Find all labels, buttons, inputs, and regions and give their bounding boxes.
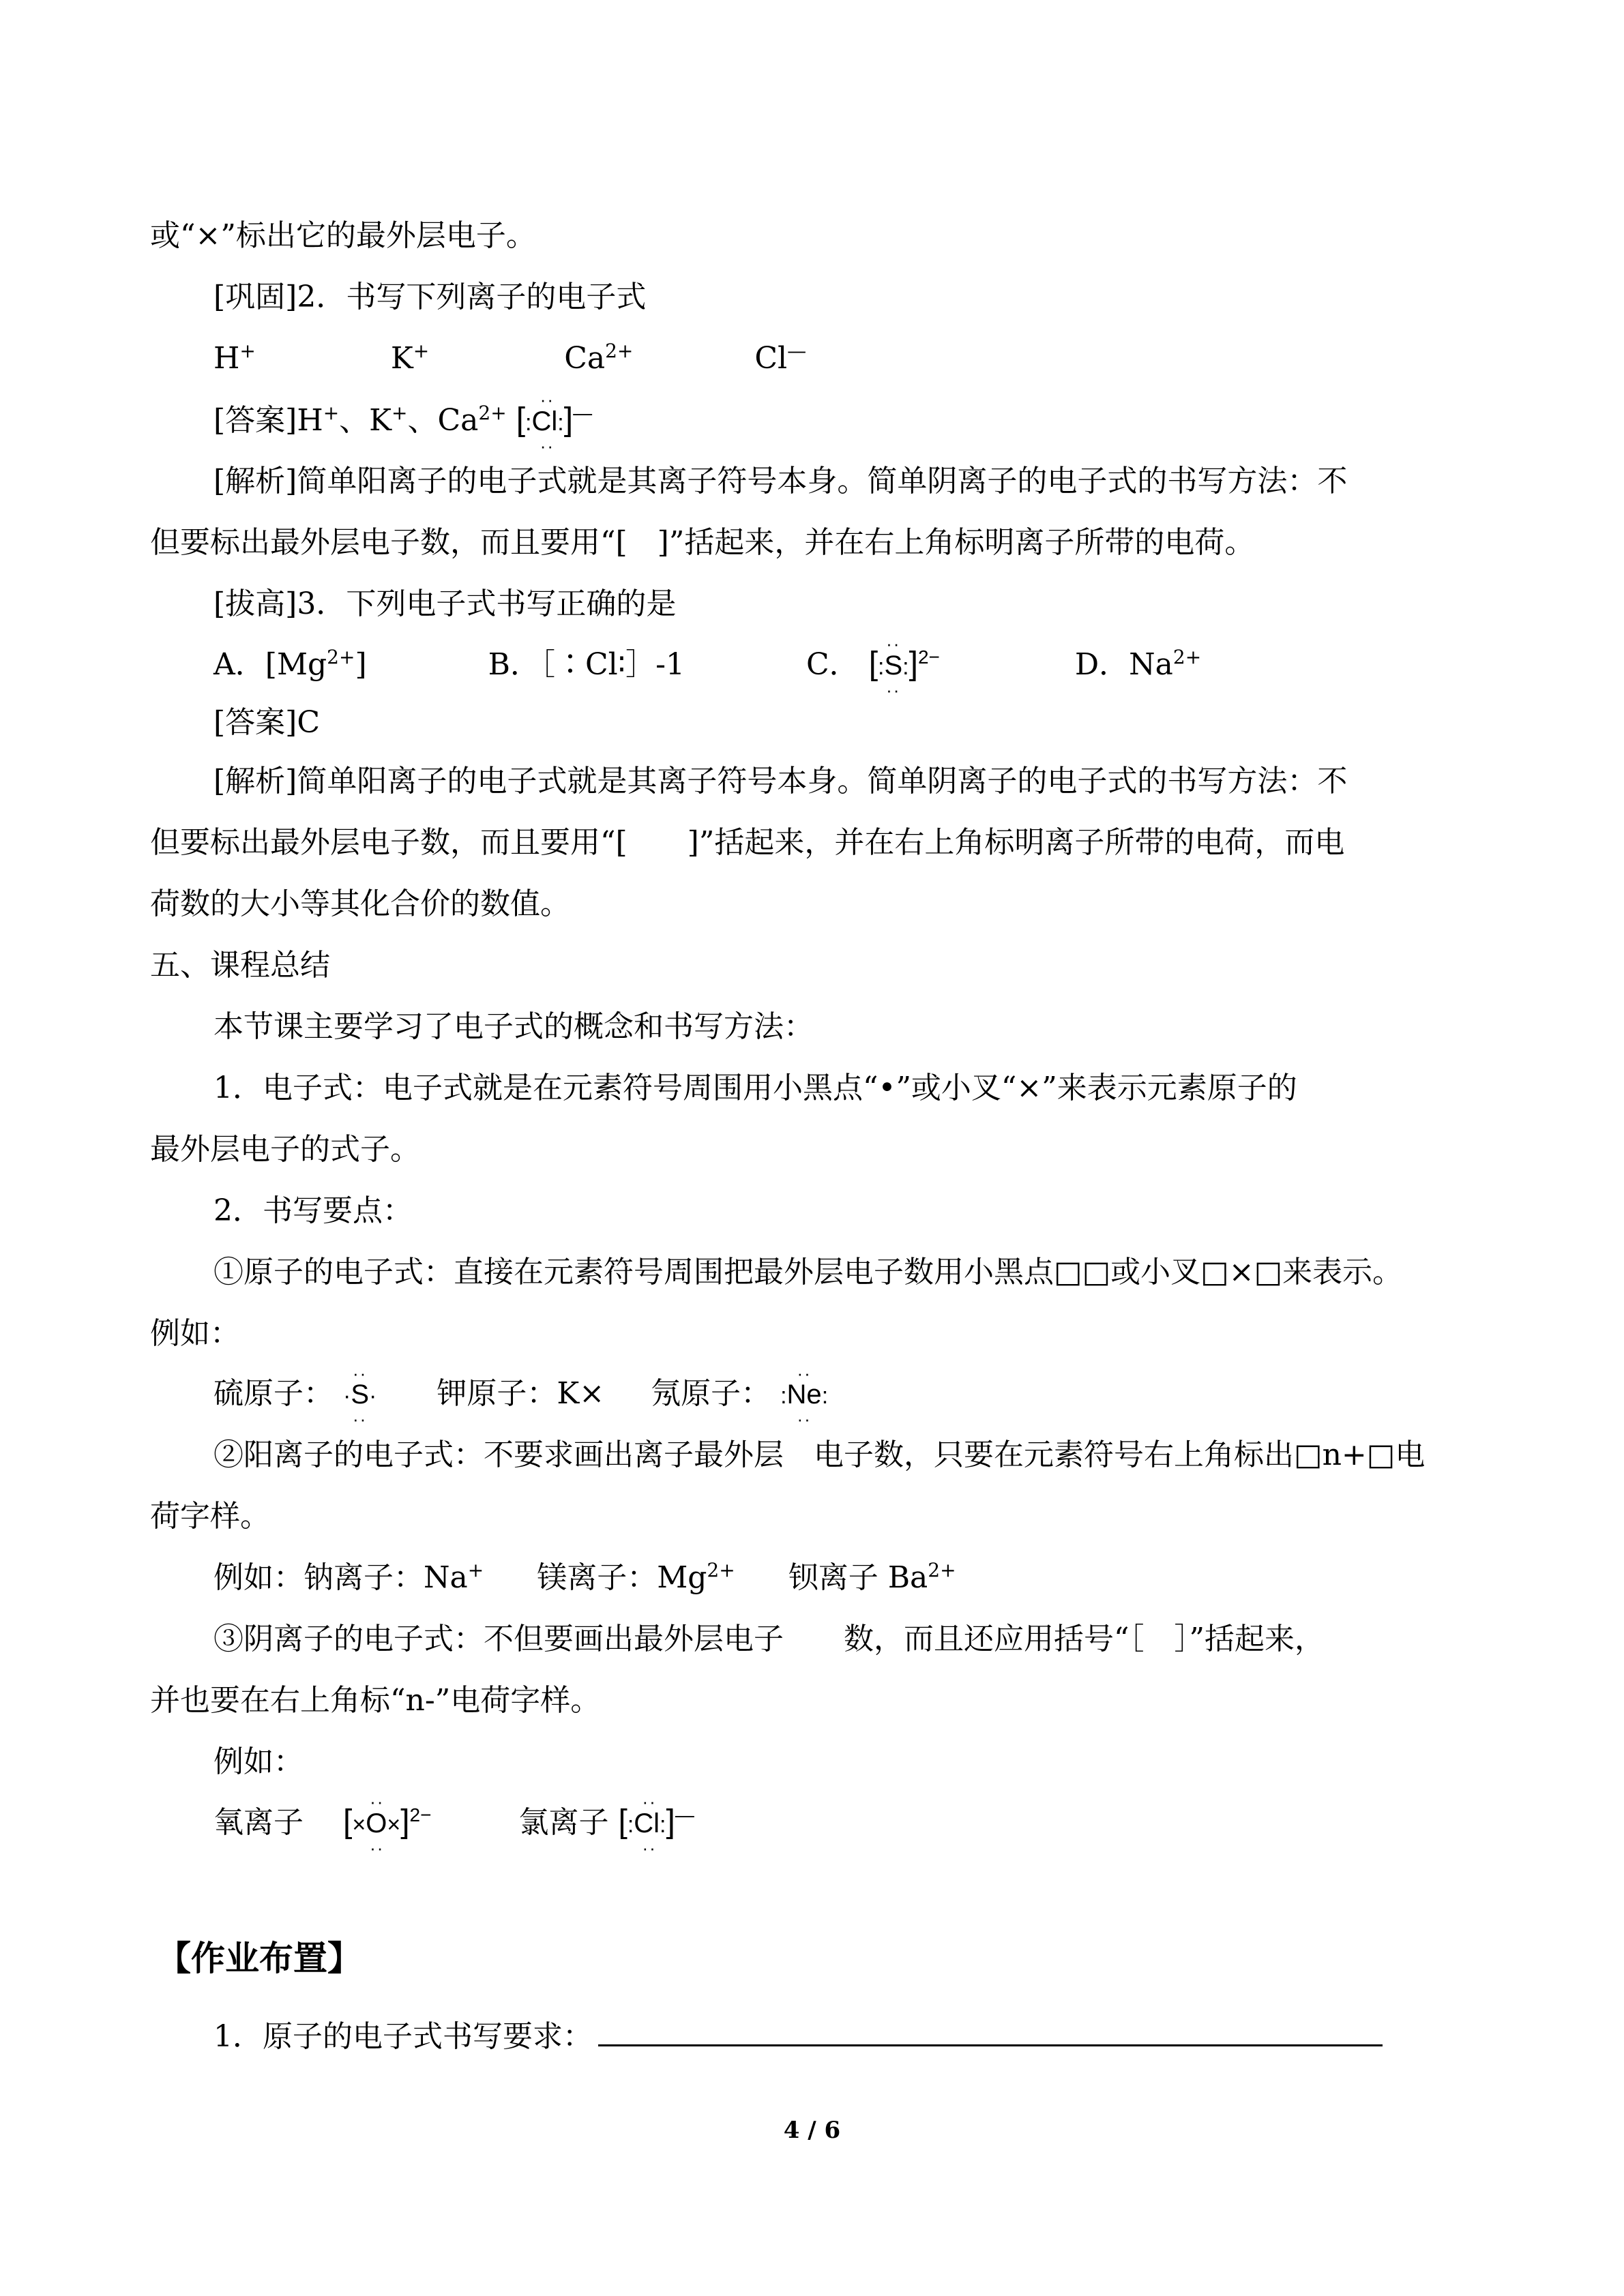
anion-formula-rule-a: ③阴离子的电子式：不但要画出最外层电子 数，而且还应用括号“［ ］”括起来，: [213, 1622, 1325, 1656]
cation-formula-rule-a: ②阳离子的电子式：不要求画出离子最外层 电子数，只要在元素符号右上角标出□n+□电: [213, 1437, 1426, 1472]
summary-point-2: 2．书写要点：: [213, 1193, 413, 1228]
extension-question: [拔高]3．下列电子式书写正确的是: [213, 586, 677, 621]
homework-heading: 【作业布置】: [157, 1939, 361, 1978]
chloride-example-formula: [:Cl:]— ·· ··: [618, 1791, 694, 1858]
text-line: 或“×”标出它的最外层电子。: [150, 218, 536, 253]
sulfur-atom-formula: ·S· ·· ··: [343, 1363, 377, 1429]
ion-cl: Cl—: [754, 340, 807, 376]
analysis-2a: [解析]简单阳离子的电子式就是其离子符号本身。简单阴离子的电子式的书写方法：不: [213, 764, 1348, 799]
option-b: B．［∶Cl∶］-1: [488, 647, 685, 682]
page-number: 4 / 6: [783, 2117, 841, 2144]
atom-formula-rule-a: ①原子的电子式：直接在元素符号周围把最外层电子数用小黑点□□或小叉□×□来表示。: [213, 1255, 1403, 1289]
analysis-2b: 但要标出最外层电子数，而且要用“[ ]”括起来，并在右上角标明离子所带的电荷，而电: [150, 825, 1345, 860]
answer-line-1: [答案]H+、K+、$Ca^{2+}$ [:Cl:]— ·· ··: [213, 389, 593, 456]
summary-point-1a: 1．电子式：电子式就是在元素符号周围用小黑点“•”或小叉“×”来表示元素原子的: [213, 1071, 1297, 1105]
section-summary-heading: 五、课程总结: [150, 948, 330, 983]
option-a: A．$[Mg^{2+}]$: [213, 646, 367, 682]
ion-k: K+: [390, 340, 430, 376]
atom-formula-rule-b: 例如：: [150, 1316, 240, 1351]
cation-examples: 例如：钠离子：Na+ 镁离子：$Mg^{2+}$ 钡离子 $Ba^{2+}$: [213, 1559, 956, 1595]
atom-examples: 硫原子： ·S· ·· ·· 钾原子：K× 氖原子： :Ne: ·· ··: [213, 1363, 829, 1429]
summary-intro: 本节课主要学习了电子式的概念和书写方法：: [213, 1009, 814, 1044]
summary-point-1b: 最外层电子的式子。: [150, 1132, 420, 1167]
sulfide-electron-formula: [:S:]$^{2-}$ ·· ··: [868, 633, 940, 700]
ion-h: H+: [213, 340, 256, 376]
answer-line-2: [答案]C: [213, 705, 320, 740]
anion-examples: 氧离子 $[\times O\times]^{2-}$ ·· ·· 氯离子 [:Cl:]— ·· ··: [213, 1791, 694, 1858]
analysis-1a: [解析]简单阳离子的电子式就是其离子符号本身。简单阴离子的电子式的书写方法：不: [213, 464, 1348, 498]
ion-ca: $Ca^{2+}$: [564, 340, 634, 376]
option-c: C． [:S:]$^{2-}$ ·· ··: [806, 633, 940, 700]
options-line: [213, 633, 1202, 700]
neon-atom-formula: :Ne: ·· ··: [780, 1363, 829, 1429]
consolidation-question: [巩固]2．书写下列离子的电子式: [213, 280, 647, 314]
ion-list: [213, 338, 806, 379]
cation-formula-rule-b: 荷字样。: [150, 1499, 270, 1534]
anion-formula-rule-b: 并也要在右上角标“n-”电荷字样。: [150, 1683, 601, 1718]
answer-blank-line[interactable]: [598, 2014, 1383, 2046]
analysis-2c: 荷数的大小等其化合价的数值。: [150, 886, 570, 921]
option-d: D．$Na^{2+}$: [1074, 646, 1202, 682]
anion-examples-label: 例如：: [213, 1744, 304, 1779]
analysis-1b: 但要标出最外层电子数，而且要用“[ ]”括起来，并在右上角标明离子所带的电荷。: [150, 525, 1255, 560]
oxide-electron-formula: $[\times O\times]^{2-}$ ·· ··: [343, 1791, 432, 1858]
homework-question-1: 1．原子的电子式书写要求：: [213, 2014, 1383, 2057]
chloride-electron-formula: [:Cl:]— ·· ··: [516, 389, 593, 456]
